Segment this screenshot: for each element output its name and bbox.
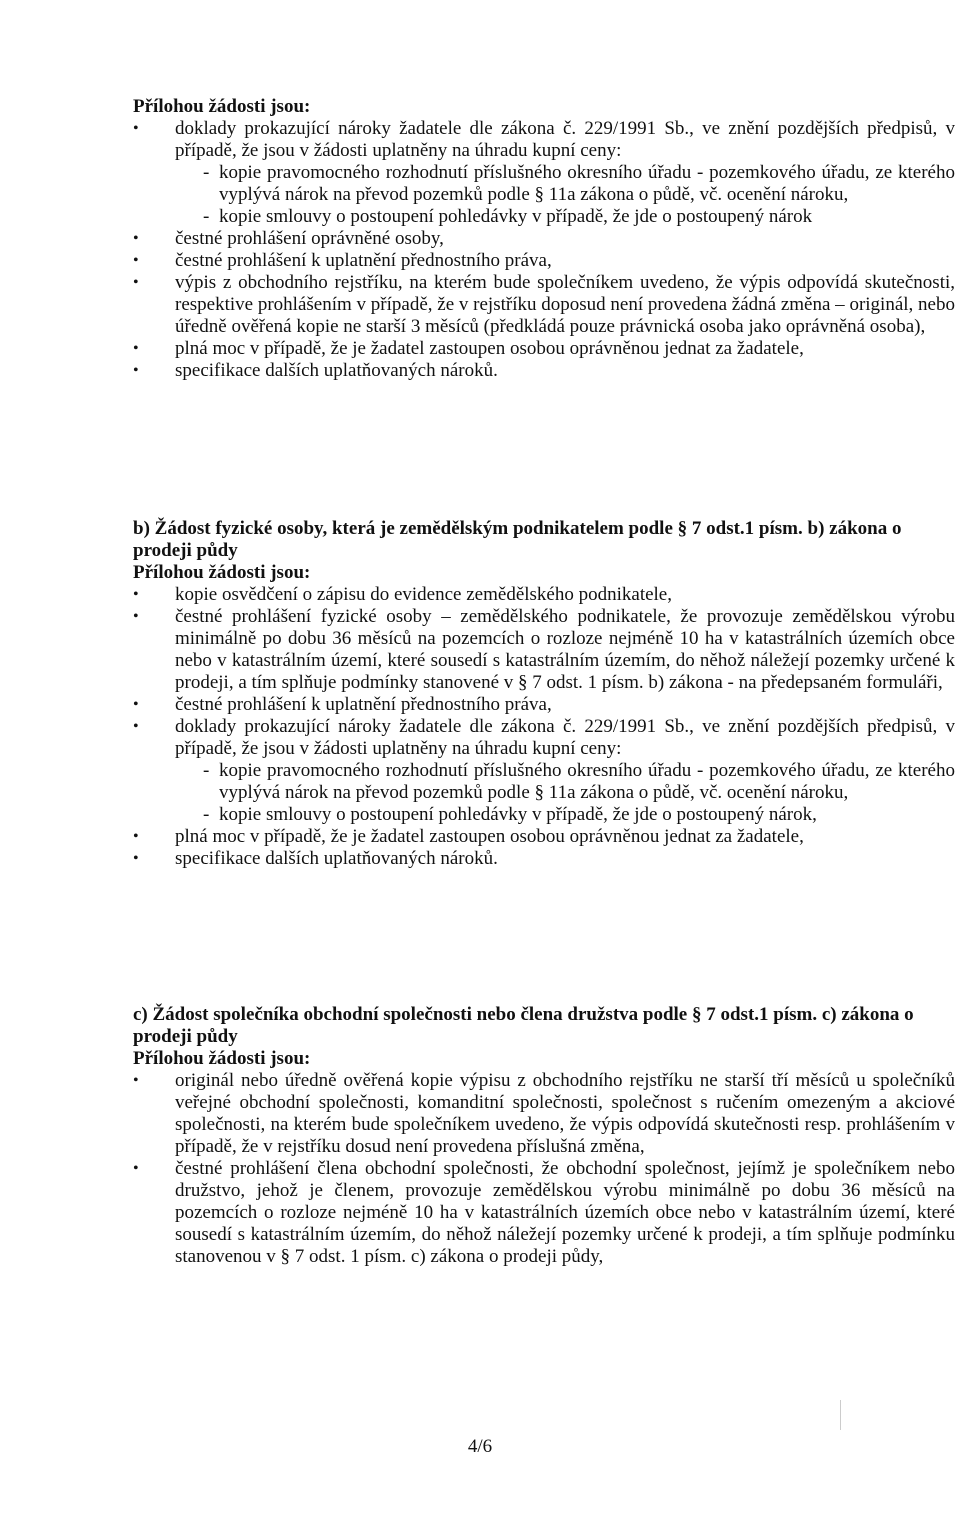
list-item: • doklady prokazující nároky žadatele dle zákona č. 229/1991 Sb., ve znění pozdějších předpisů, v případě, že jsou v žádosti uplatněny na úhradu kupní ceny: - kopie pravomocného rozhodnutí příslušného okresního úřadu - pozemkového úřadu, ze kterého vyplývá nárok na převod pozemků podle § 11a zákona o půdě, vč. ocenění nároku, - kopie smlouvy o postoupení pohledávky v případě, že jde o postoupený nárok, (133, 716, 955, 825)
section-c (133, 1004, 955, 1268)
list-item: • čestné prohlášení člena obchodní společnosti, že obchodní společnost, jejímž je společníkem nebo družstvo, jehož je členem, provozuje zemědělskou výrobu minimálně po dobu 36 měsíců na pozemcích o rozloze nejméně 10 ha v katastrálních územích obce nebo v katastrálním území, které sousedí s katastrálním územím, do něhož náležejí pozemky určené k prodeji, a tím splňuje podmínku stanovenou v § 7 odst. 1 písm. c) zákona o prodeji půdy, (133, 1158, 955, 1267)
section-b-title: b) Žádost fyzické osoby, která je zemědělským podnikatelem podle § 7 odst.1 písm. b) zákona o prodeji půdy (133, 518, 902, 561)
section-c-heading: Přílohou žádosti jsou: (133, 1048, 311, 1069)
list-item: • originál nebo úředně ověřená kopie výpisu z obchodního rejstříku ne starší tří měsíců u společníků veřejné obchodní společnosti, komanditní společnosti, společnost s ručením omezeným a akciové společnosti, na kterém bude společníkem uvedeno, že výpis odpovídá skutečnosti resp. prohlášením v případě, že v rejstříku dosud není provedena příslušná změna, (133, 1070, 955, 1157)
list-item: • čestné prohlášení k uplatnění přednostního práva, (133, 250, 552, 271)
sub-item: - kopie smlouvy o postoupení pohledávky v případě, že jde o postoupený nárok, (203, 804, 817, 825)
section-a (133, 96, 955, 382)
scan-mark (840, 1400, 841, 1430)
sub-list (175, 760, 955, 826)
list-item: • plná moc v případě, že je žadatel zastoupen osobou oprávněnou jednat za žadatele, (133, 338, 804, 359)
section-b-list (133, 584, 955, 870)
list-item: • čestné prohlášení k uplatnění přednostního práva, (133, 694, 552, 715)
sub-item: - kopie pravomocného rozhodnutí příslušného okresního úřadu - pozemkového úřadu, ze kterého vyplývá nárok na převod pozemků podle § 11a zákona o půdě, vč. ocenění nároku, (203, 162, 955, 205)
sub-list (175, 162, 955, 228)
list-item: • specifikace dalších uplatňovaných nároků. (133, 848, 498, 869)
list-item: • čestné prohlášení oprávněné osoby, (133, 228, 444, 249)
section-a-heading: Přílohou žádosti jsou: (133, 96, 311, 117)
list-item: • výpis z obchodního rejstříku, na kterém bude společníkem uvedeno, že výpis odpovídá skutečnosti, respektive prohlášením v případě, že v rejstříku doposud není provedena žádná změna – originál, nebo úředně ověřená kopie ne starší 3 měsíců (předkládá pouze právnická osoba jako oprávněná osoba), (133, 272, 955, 337)
section-c-list (133, 1070, 955, 1268)
page-number: 4/6 (467, 1436, 493, 1457)
sub-item: - kopie smlouvy o postoupení pohledávky v případě, že jde o postoupený nárok (203, 206, 813, 227)
section-c-title: c) Žádost společníka obchodní společnosti nebo člena družstva podle § 7 odst.1 písm. c) zákona o prodeji půdy (133, 1004, 914, 1047)
list-item: • čestné prohlášení fyzické osoby – zemědělského podnikatele, že provozuje zemědělskou výrobu minimálně po dobu 36 měsíců na pozemcích o rozloze nejméně 10 ha v katastrálních územích obce nebo v katastrálním území, které sousedí s katastrálním územím, do něhož náležejí pozemky určené k prodeji, a tím splňuje podmínky stanovené v § 7 odst. 1 písm. b) zákona - na předepsaném formuláři, (133, 606, 955, 693)
section-b (133, 518, 955, 870)
sub-item: - kopie pravomocného rozhodnutí příslušného okresního úřadu - pozemkového úřadu, ze kterého vyplývá nárok na převod pozemků podle § 11a zákona o půdě, vč. ocenění nároku, (203, 760, 955, 803)
list-item: • doklady prokazující nároky žadatele dle zákona č. 229/1991 Sb., ve znění pozdějších předpisů, v případě, že jsou v žádosti uplatněny na úhradu kupní ceny: - kopie pravomocného rozhodnutí příslušného okresního úřadu - pozemkového úřadu, ze kterého vyplývá nárok na převod pozemků podle § 11a zákona o půdě, vč. ocenění nároku, - kopie smlouvy o postoupení pohledávky v případě, že jde o postoupený nárok (133, 118, 955, 227)
section-a-list (133, 118, 955, 382)
section-b-heading: Přílohou žádosti jsou: (133, 562, 311, 583)
list-item: • kopie osvědčení o zápisu do evidence zemědělského podnikatele, (133, 584, 672, 605)
list-item: • plná moc v případě, že je žadatel zastoupen osobou oprávněnou jednat za žadatele, (133, 826, 804, 847)
list-item: • specifikace dalších uplatňovaných nároků. (133, 360, 498, 381)
